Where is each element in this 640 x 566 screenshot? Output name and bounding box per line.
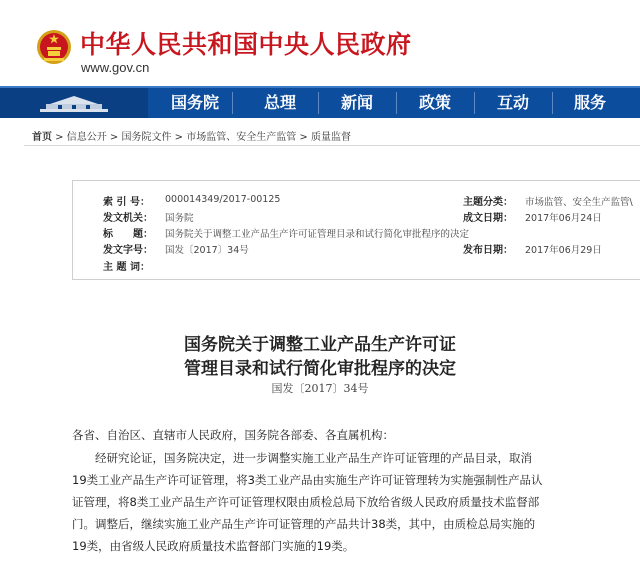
meta-index-label: 索 引 号： xyxy=(103,197,150,208)
nav-home-logo[interactable] xyxy=(0,88,148,118)
meta-issuer-value: 国务院 xyxy=(165,213,194,224)
meta-category-value: 市场监管、安全生产监管\ xyxy=(525,197,633,208)
meta-published-value: 2017年06月29日 xyxy=(525,245,602,256)
meta-docno-value: 国发〔2017〕34号 xyxy=(165,245,249,256)
site-url[interactable]: www.gov.cn xyxy=(81,60,150,75)
nav-item-interaction[interactable]: 互动 xyxy=(496,93,529,112)
nav-separator xyxy=(396,92,397,114)
meta-title-value: 国务院关于调整工业产品生产许可证管理目录和试行简化审批程序的决定 xyxy=(165,229,470,240)
meta-created-value: 2017年06月24日 xyxy=(525,213,602,224)
article-salutation: 各省、自治区、直辖市人民政府，国务院各部委、各直属机构： xyxy=(72,428,394,442)
breadcrumb-home-link[interactable]: 首页 xyxy=(32,132,52,143)
article-body-line: 门。调整后，继续实施工业产品生产许可证管理的产品共计38类，其中，由质检总局实施的 xyxy=(72,517,536,531)
nav-separator xyxy=(552,92,553,114)
nav-separator xyxy=(474,92,475,114)
site-header xyxy=(0,0,640,86)
breadcrumb-divider xyxy=(24,145,640,146)
breadcrumb-path[interactable]: > 信息公开 > 国务院文件 > 市场监管、安全生产监管 > 质量监督 xyxy=(52,132,351,143)
meta-issuer-label: 发文机关： xyxy=(103,213,153,224)
article-body-line: 19类工业产品生产许可证管理，将3类工业产品由实施生产许可证管理转为实施强制性产品认 xyxy=(72,473,543,487)
article-title-line-2: 管理目录和试行简化审批程序的决定 xyxy=(184,359,456,379)
tiananmen-icon xyxy=(0,88,148,118)
meta-category-label: 主题分类： xyxy=(463,197,513,208)
national-emblem-icon[interactable] xyxy=(36,28,72,66)
meta-created-label: 成文日期： xyxy=(463,213,513,224)
main-nav xyxy=(0,86,640,118)
document-metadata-panel xyxy=(72,180,640,280)
meta-title-label: 标 题： xyxy=(103,229,153,240)
article-body-line: 19类，由省级人民政府质量技术监督部门实施的19类。 xyxy=(72,539,355,553)
meta-docno-label: 发文字号： xyxy=(103,245,153,256)
meta-published-label: 发布日期： xyxy=(463,245,513,256)
nav-item-premier[interactable]: 总理 xyxy=(263,93,296,112)
article-body-line: 经研究论证，国务院决定，进一步调整实施工业产品生产许可证管理的产品目录，取消 xyxy=(72,451,532,465)
nav-item-news[interactable]: 新闻 xyxy=(340,93,373,112)
article-body-line: 证管理，将8类工业产品生产许可证管理权限由质检总局下放给省级人民政府质量技术监督部 xyxy=(72,495,540,509)
nav-item-services[interactable]: 服务 xyxy=(573,93,606,112)
nav-separator xyxy=(232,92,233,114)
article-document-number: 国发〔2017〕34号 xyxy=(271,382,369,395)
meta-index-value: 000014349/2017-00125 xyxy=(165,194,281,205)
breadcrumb xyxy=(32,128,351,143)
meta-subject-label: 主 题 词： xyxy=(103,262,150,273)
nav-item-state-council[interactable]: 国务院 xyxy=(170,93,219,112)
article-title-line-1: 国务院关于调整工业产品生产许可证 xyxy=(184,335,456,355)
nav-separator xyxy=(318,92,319,114)
nav-item-policy[interactable]: 政策 xyxy=(418,93,451,112)
site-title[interactable]: 中华人民共和国中央人民政府 xyxy=(80,30,412,59)
